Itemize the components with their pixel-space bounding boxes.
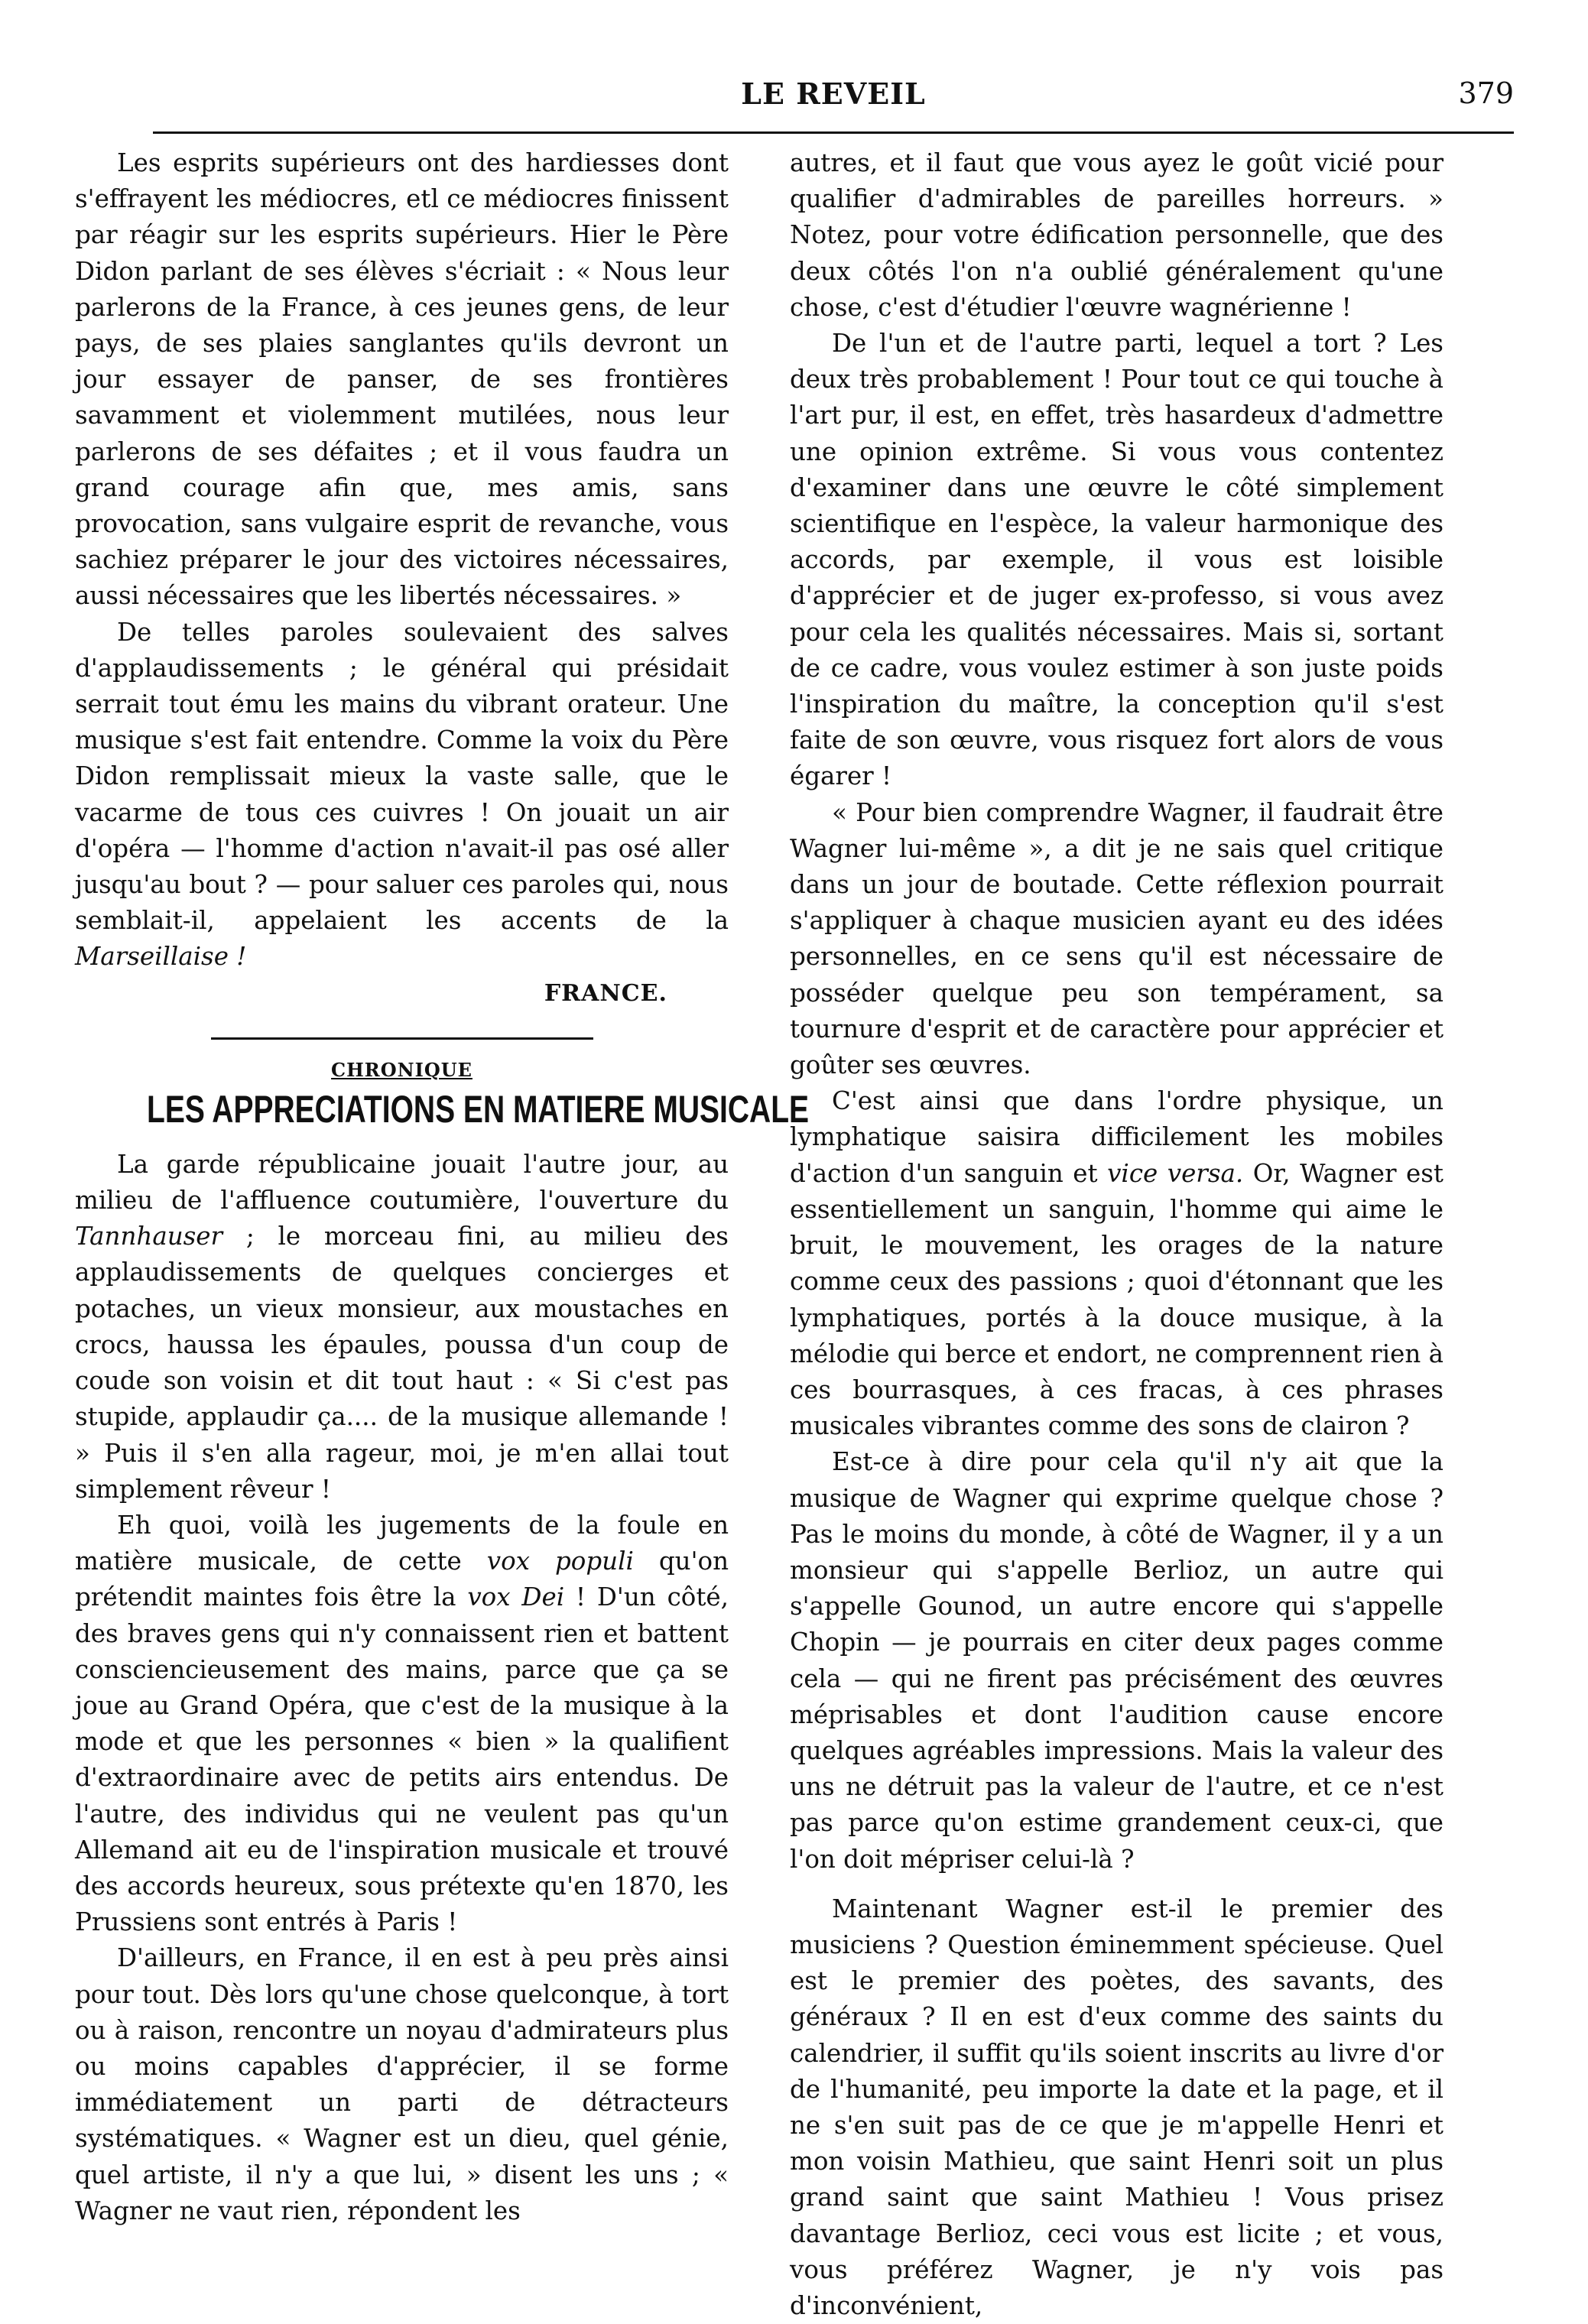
paragraph bbox=[75, 615, 729, 975]
paragraph-text: Or, Wagner est essentiellement un sanguin, l'homme qui aime le bruit, le mouvement, les orages de la nature comme ceux des passions ; quoi d'étonnant que les lymphatiques, portés à la douce musique, à la mélodie qui berce et endort, ne comprennent rien à ces bourrasques, à ces fracas, à ces phrases musicales vibrantes comme des sons de clairon ? bbox=[790, 1158, 1443, 1441]
paragraph: autres, et il faut que vous ayez le goût vicié pour qualifier d'admirables de pareilles horreurs. » Notez, pour votre édification personnelle, que des deux côtés l'on n'a oublié généralement qu'une chose, c'est d'étudier l'œuvre wagnérienne ! bbox=[790, 148, 1443, 322]
section-kicker: CHRONIQUE bbox=[331, 1058, 473, 1081]
paragraph: Les esprits supérieurs ont des hardiesses dont s'effrayent les médiocres, etl ce médiocres finissent par réagir sur les esprits supérieurs. Hier le Père Didon parlant de ses élèves s'écriait : « Nous leur parlerons de la France, à ces jeunes gens, de leur pays, de ses plaies sanglantes qu'ils devront un jour essayer de panser, de ses frontières savamment et violemment mutilées, nous leur parlerons de ses défaites ; et il vous faudra un grand courage afin que, mes amis, sans provocation, sans vulgaire esprit de revanche, vous sachiez préparer le jour des victoires nécessaires, aussi nécessaires que les libertés nécessaires. » bbox=[75, 148, 729, 611]
section-divider bbox=[211, 1037, 593, 1040]
journal-title: LE REVEIL bbox=[741, 76, 926, 111]
paragraph-text: qu'on prétendit maintes fois être la bbox=[75, 1547, 729, 1612]
paragraph-text: De telles paroles soulevaient des salves d'applaudissements ; le général qui présidait serrait tout ému les mains du vibrant orateur. Une musique s'est fait entendre. Comme la voix du Père Didon remplissait mieux la vaste salle, que le vacarme de tous ces cuivres ! On jouait un air d'opéra — l'homme d'action n'avait-il pas osé aller jusqu'au bout ? — pour saluer ces paroles qui, nous semblait-il, appelaient les accents de la bbox=[75, 617, 729, 936]
paragraph-text: ! D'un côté, des braves gens qui n'y connaissent rien et battent consciencieusement des mains, parce que ça se joue au Grand Opéra, que c'est de la musique à la mode et que les personnes « bien » la qualifient d'extraordinaire avec de petits airs entendus. De l'autre, des individus qui ne veulent pas qu'un Allemand ait eu de l'inspiration musicale et trouvé des accords heureux, sous prétexte qu'en 1870, les Prussiens sont entrés à Paris ! bbox=[75, 1582, 729, 1937]
paragraph-italic: vice versa. bbox=[1107, 1158, 1244, 1188]
article-headline: LES APPRECIATIONS EN MATIERE MUSICALE bbox=[147, 1087, 810, 1131]
author-signature: FRANCE. bbox=[544, 979, 667, 1007]
right-column bbox=[790, 145, 1443, 2324]
page-number: 379 bbox=[1458, 76, 1514, 110]
paragraph: De l'un et de l'autre parti, lequel a tort ? Les deux très probablement ! Pour tout ce qui touche à l'art pur, il est, en effet, très hasardeux d'admettre une opinion extrême. Si vous vous contentez d'examiner dans une œuvre le côté simplement scientifique en l'espèce, la valeur harmonique des accords, par exemple, il vous est loisible d'apprécier et de juger ex-professo, si vous avez pour cela les qualités nécessaires. Mais si, sortant de ce cadre, vous voulez estimer à son juste poids l'inspiration du maître, la conception qu'il s'est faite de son œuvre, vous risquez fort alors de vous égarer ! bbox=[790, 329, 1443, 791]
paragraph bbox=[75, 1147, 729, 1508]
paragraph-text: La garde républicaine jouait l'autre jour, au milieu de l'affluence coutumière, l'ouverture du bbox=[75, 1149, 729, 1216]
left-column bbox=[75, 145, 810, 2229]
paragraph-italic: Marseillaise ! bbox=[75, 942, 247, 972]
paragraph-italic: Tannhauser bbox=[75, 1222, 223, 1251]
paragraph bbox=[75, 1508, 729, 1940]
paragraph: « Pour bien comprendre Wagner, il faudrait être Wagner lui-même », a dit je ne sais quel critique dans un jour de boutade. Cette réflexion pourrait s'appliquer à chaque musicien ayant eu des idées personnelles, en ce sens qu'il est nécessaire de posséder quelque peu son tempérament, sa tournure d'esprit et de caractère pour apprécier et goûter ses œuvres. bbox=[790, 797, 1443, 1080]
paragraph-gap bbox=[790, 1878, 1443, 1891]
paragraph: Est-ce à dire pour cela qu'il n'y ait que la musique de Wagner qui exprime quelque chose ? Pas le moins du monde, à côté de Wagner, il y a un monsieur qui s'appelle Berlioz, un autre qui s'appelle Gounod, un autre encore qui s'appelle Chopin — je pourrais en citer deux pages comme cela — qui ne firent pas précisément des œuvres méprisables et dont l'audition cause encore quelques agréables impressions. Mais la valeur des uns ne détruit pas la valeur de l'autre, et ce n'est pas parce qu'on estime grandement ceux-ci, que l'on doit mépriser celui-là ? bbox=[790, 1447, 1443, 1874]
page-header bbox=[153, 76, 1514, 122]
paragraph-text: Eh quoi, voilà les jugements de la foule en matière musicale, de cette bbox=[75, 1510, 729, 1576]
paragraph: Maintenant Wagner est-il le premier des musiciens ? Question éminemment spécieuse. Quel est le premier des poètes, des savants, des généraux ? Il en est d'eux comme des saints du calendrier, il suffit qu'ils soient inscrits au livre d'or de l'humanité, peu importe la date et la page, et il ne s'en suit pas de ce que je m'appelle Henri et mon voisin Mathieu, que saint Henri soit un plus grand saint que saint Mathieu ! Vous prisez davantage Berlioz, ceci vous est licite ; et vous, vous préférez Wagner, je n'y vois pas d'inconvénient, bbox=[790, 1894, 1443, 2320]
paragraph-italic: vox Dei bbox=[467, 1582, 565, 1612]
paragraph-text: C'est ainsi que dans l'ordre physique, un lymphatique saisira difficilement les mobiles d'action d'un sanguin et bbox=[790, 1086, 1443, 1188]
paragraph: D'ailleurs, en France, il en est à peu près ainsi pour tout. Dès lors qu'une chose quelconque, à tort ou à raison, rencontre un noyau d'admirateurs plus ou moins capables d'apprécier, il se forme immédiatement un parti de détracteurs systématiques. « Wagner est un dieu, quel génie, quel artiste, il n'y a que lui, » disent les uns ; « Wagner ne vaut rien, répondent les bbox=[75, 1943, 729, 2225]
header-rule bbox=[153, 131, 1514, 134]
paragraph-italic: vox populi bbox=[486, 1547, 634, 1576]
paragraph-text: ; le morceau fini, au milieu des applaudissements de quelques concierges et potaches, un vieux monsieur, aux moustaches en crocs, haussa les épaules, poussa d'un coup de coude son voisin et dit tout haut : « Si c'est pas stupide, applaudir ça.... de la musique allemande ! » Puis il s'en alla rageur, moi, je m'en allai tout simplement rêveur ! bbox=[75, 1222, 729, 1504]
paragraph bbox=[790, 1083, 1443, 1444]
